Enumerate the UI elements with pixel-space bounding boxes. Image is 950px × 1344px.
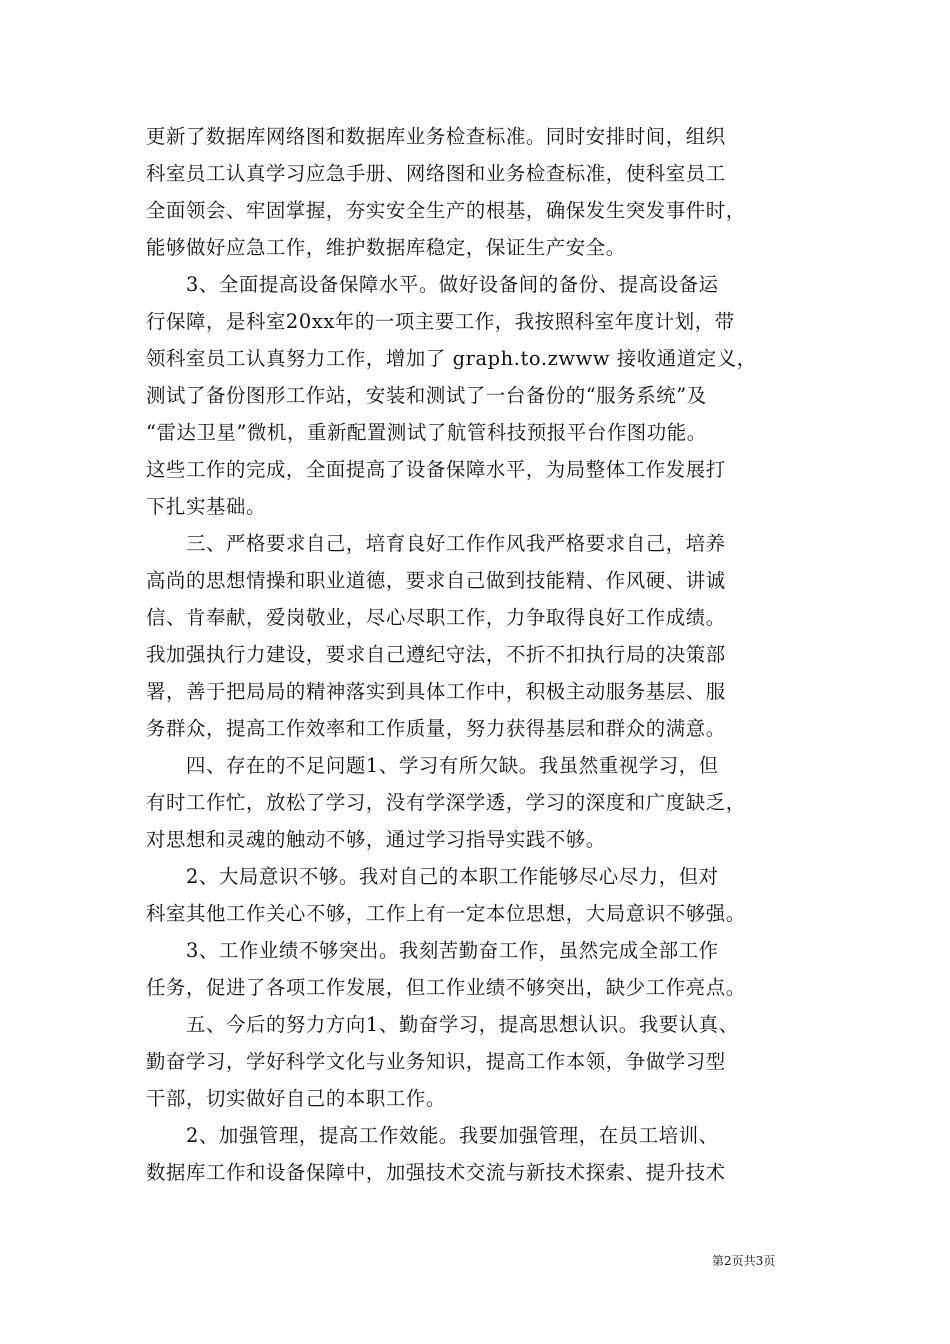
text-line: 任务，促进了各项工作发展，但工作业绩不够突出，缺少工作亮点。	[146, 976, 746, 999]
text-line: 高尚的思想情操和职业道德，要求自己做到技能精、作风硬、讲诚	[146, 569, 726, 592]
text-line: 全面领会、牢固掌握，夯实安全生产的根基，确保发生突发事件时，	[146, 199, 746, 222]
text-line: 我加强执行力建设，要求自己遵纪守法，不折不扣执行局的决策部	[146, 643, 726, 666]
text-line: 勤奋学习，学好科学文化与业务知识，提高工作本领，争做学习型	[146, 1050, 726, 1073]
text-line: 下扎实基础。	[146, 495, 266, 518]
text-line: 科室员工认真学习应急手册、网络图和业务检查标准，使科室员工	[146, 162, 726, 185]
text-line: 领科室员工认真努力工作，增加了 graph.to.zwww 接收通道定义，	[146, 347, 757, 370]
text-line: 署，善于把局局的精神落实到具体工作中，积极主动服务基层、服	[146, 680, 726, 703]
text-line: 干部，切实做好自己的本职工作。	[146, 1087, 446, 1110]
page-number-footer: 第2页共3页	[712, 1254, 776, 1268]
text-line: 更新了数据库网络图和数据库业务检查标准。同时安排时间，组织	[146, 125, 726, 148]
text-line: 3、工作业绩不够突出。我刻苦勤奋工作，虽然完成全部工作	[146, 939, 719, 962]
text-line: 有时工作忙，放松了学习，没有学深学透，学习的深度和广度缺乏，	[146, 791, 746, 814]
text-line: 三、严格要求自己，培育良好工作作风我严格要求自己，培养	[146, 532, 726, 555]
text-line: 信、肯奉献，爱岗敬业，尽心尽职工作，力争取得良好工作成绩。	[146, 606, 726, 629]
text-line: 四、存在的不足问题1、学习有所欠缺。我虽然重视学习，但	[146, 754, 719, 777]
text-line: 测试了备份图形工作站，安装和测试了一台备份的“服务系统”及	[146, 384, 707, 407]
text-line: 数据库工作和设备保障中，加强技术交流与新技术探索、提升技术	[146, 1161, 726, 1184]
text-line: 五、今后的努力方向1、勤奋学习，提高思想认识。我要认真、	[146, 1013, 739, 1036]
document-body	[146, 118, 826, 1191]
text-line: 能够做好应急工作，维护数据库稳定，保证生产安全。	[146, 236, 626, 259]
text-line: 这些工作的完成，全面提高了设备保障水平，为局整体工作发展打	[146, 458, 726, 481]
text-line: 行保障，是科室20xx年的一项主要工作，我按照科室年度计划，带	[146, 310, 735, 333]
text-line: 3、全面提高设备保障水平。做好设备间的备份、提高设备运	[146, 273, 719, 296]
text-line: 2、加强管理，提高工作效能。我要加强管理，在员工培训、	[146, 1124, 719, 1147]
text-line: 对思想和灵魂的触动不够，通过学习指导实践不够。	[146, 828, 606, 851]
text-line: 2、大局意识不够。我对自己的本职工作能够尽心尽力，但对	[146, 865, 719, 888]
text-line: 务群众，提高工作效率和工作质量，努力获得基层和群众的满意。	[146, 717, 726, 740]
text-line: 科室其他工作关心不够，工作上有一定本位思想，大局意识不够强。	[146, 902, 746, 925]
text-line: “雷达卫星”微机，重新配置测试了航管科技预报平台作图功能。	[146, 421, 707, 444]
